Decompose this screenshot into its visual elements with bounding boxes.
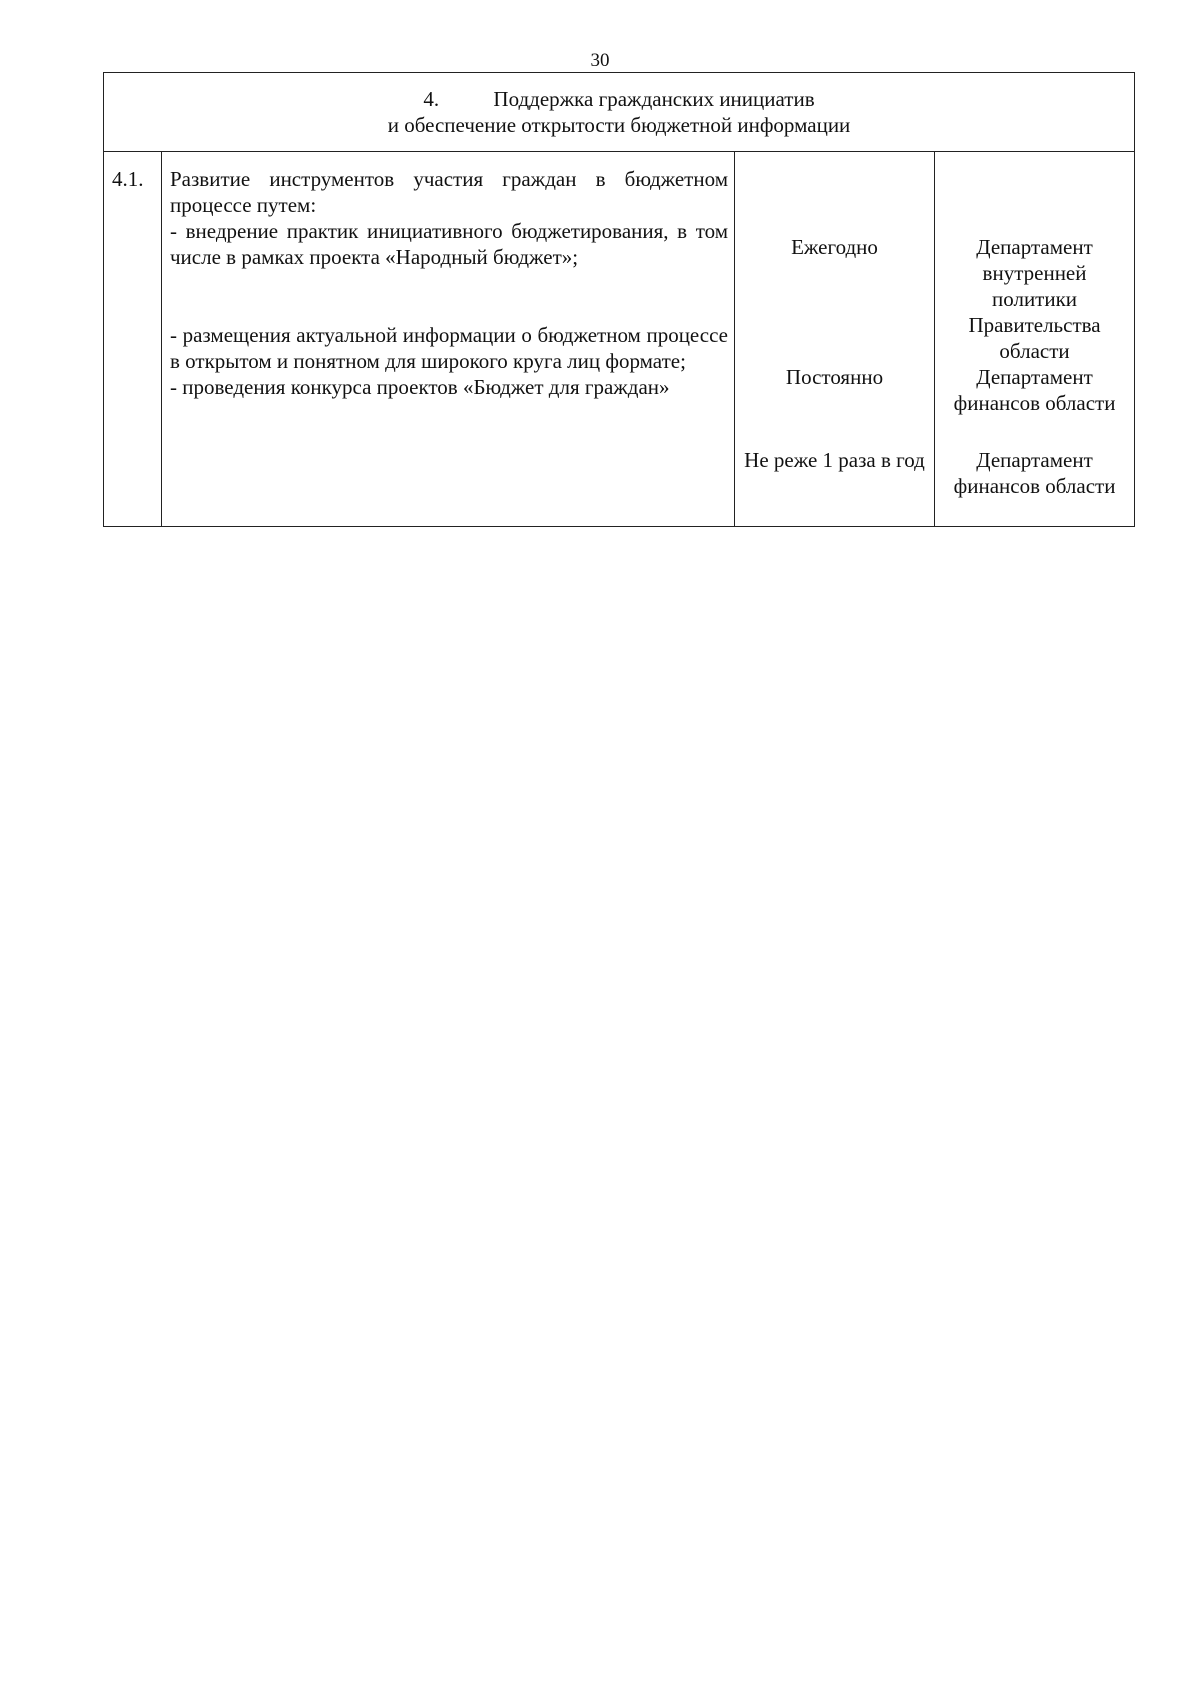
row-number-cell: [104, 152, 162, 527]
row-description-cell: [162, 152, 735, 527]
row-item-3-text: - проведения конкурса проектов «Бюджет для граждан»: [170, 375, 670, 399]
row-item-3-responsible: Департамент финансов области: [953, 448, 1116, 498]
page-number: 30: [590, 50, 610, 71]
table-row: [104, 152, 1135, 527]
section-header-cell: [104, 73, 1135, 152]
section-title: Поддержка гражданских инициатив: [493, 87, 815, 111]
section-header-row: [104, 73, 1135, 152]
row-item-3-term: Не реже 1 раза в год: [744, 448, 925, 472]
section-subtitle: и обеспечение открытости бюджетной информации: [387, 113, 851, 137]
section-title-line1: [104, 86, 1134, 112]
row-item-2-text: - размещения актуальной информации о бюджетном процессе в открытом и понятном для широкого круга лиц формате;: [170, 323, 728, 373]
plan-table: [103, 72, 1135, 527]
row-item-2-responsible: Департамент финансов области: [953, 365, 1116, 415]
row-term-cell: [735, 152, 935, 527]
section-number: 4.: [423, 87, 440, 111]
row-item-1-responsible: Департамент внутренней политики Правительства области: [968, 235, 1101, 363]
row-item-1-term: Ежегодно: [791, 235, 878, 259]
row-number: 4.1.: [112, 167, 144, 191]
row-item-1-text: - внедрение практик инициативного бюджетирования, в том числе в рамках проекта «Народный бюджет»;: [170, 219, 728, 269]
row-intro: Развитие инструментов участия граждан в бюджетном процессе путем:: [170, 167, 728, 217]
row-responsible-cell: [935, 152, 1135, 527]
row-item-2-term: Постоянно: [785, 365, 884, 389]
